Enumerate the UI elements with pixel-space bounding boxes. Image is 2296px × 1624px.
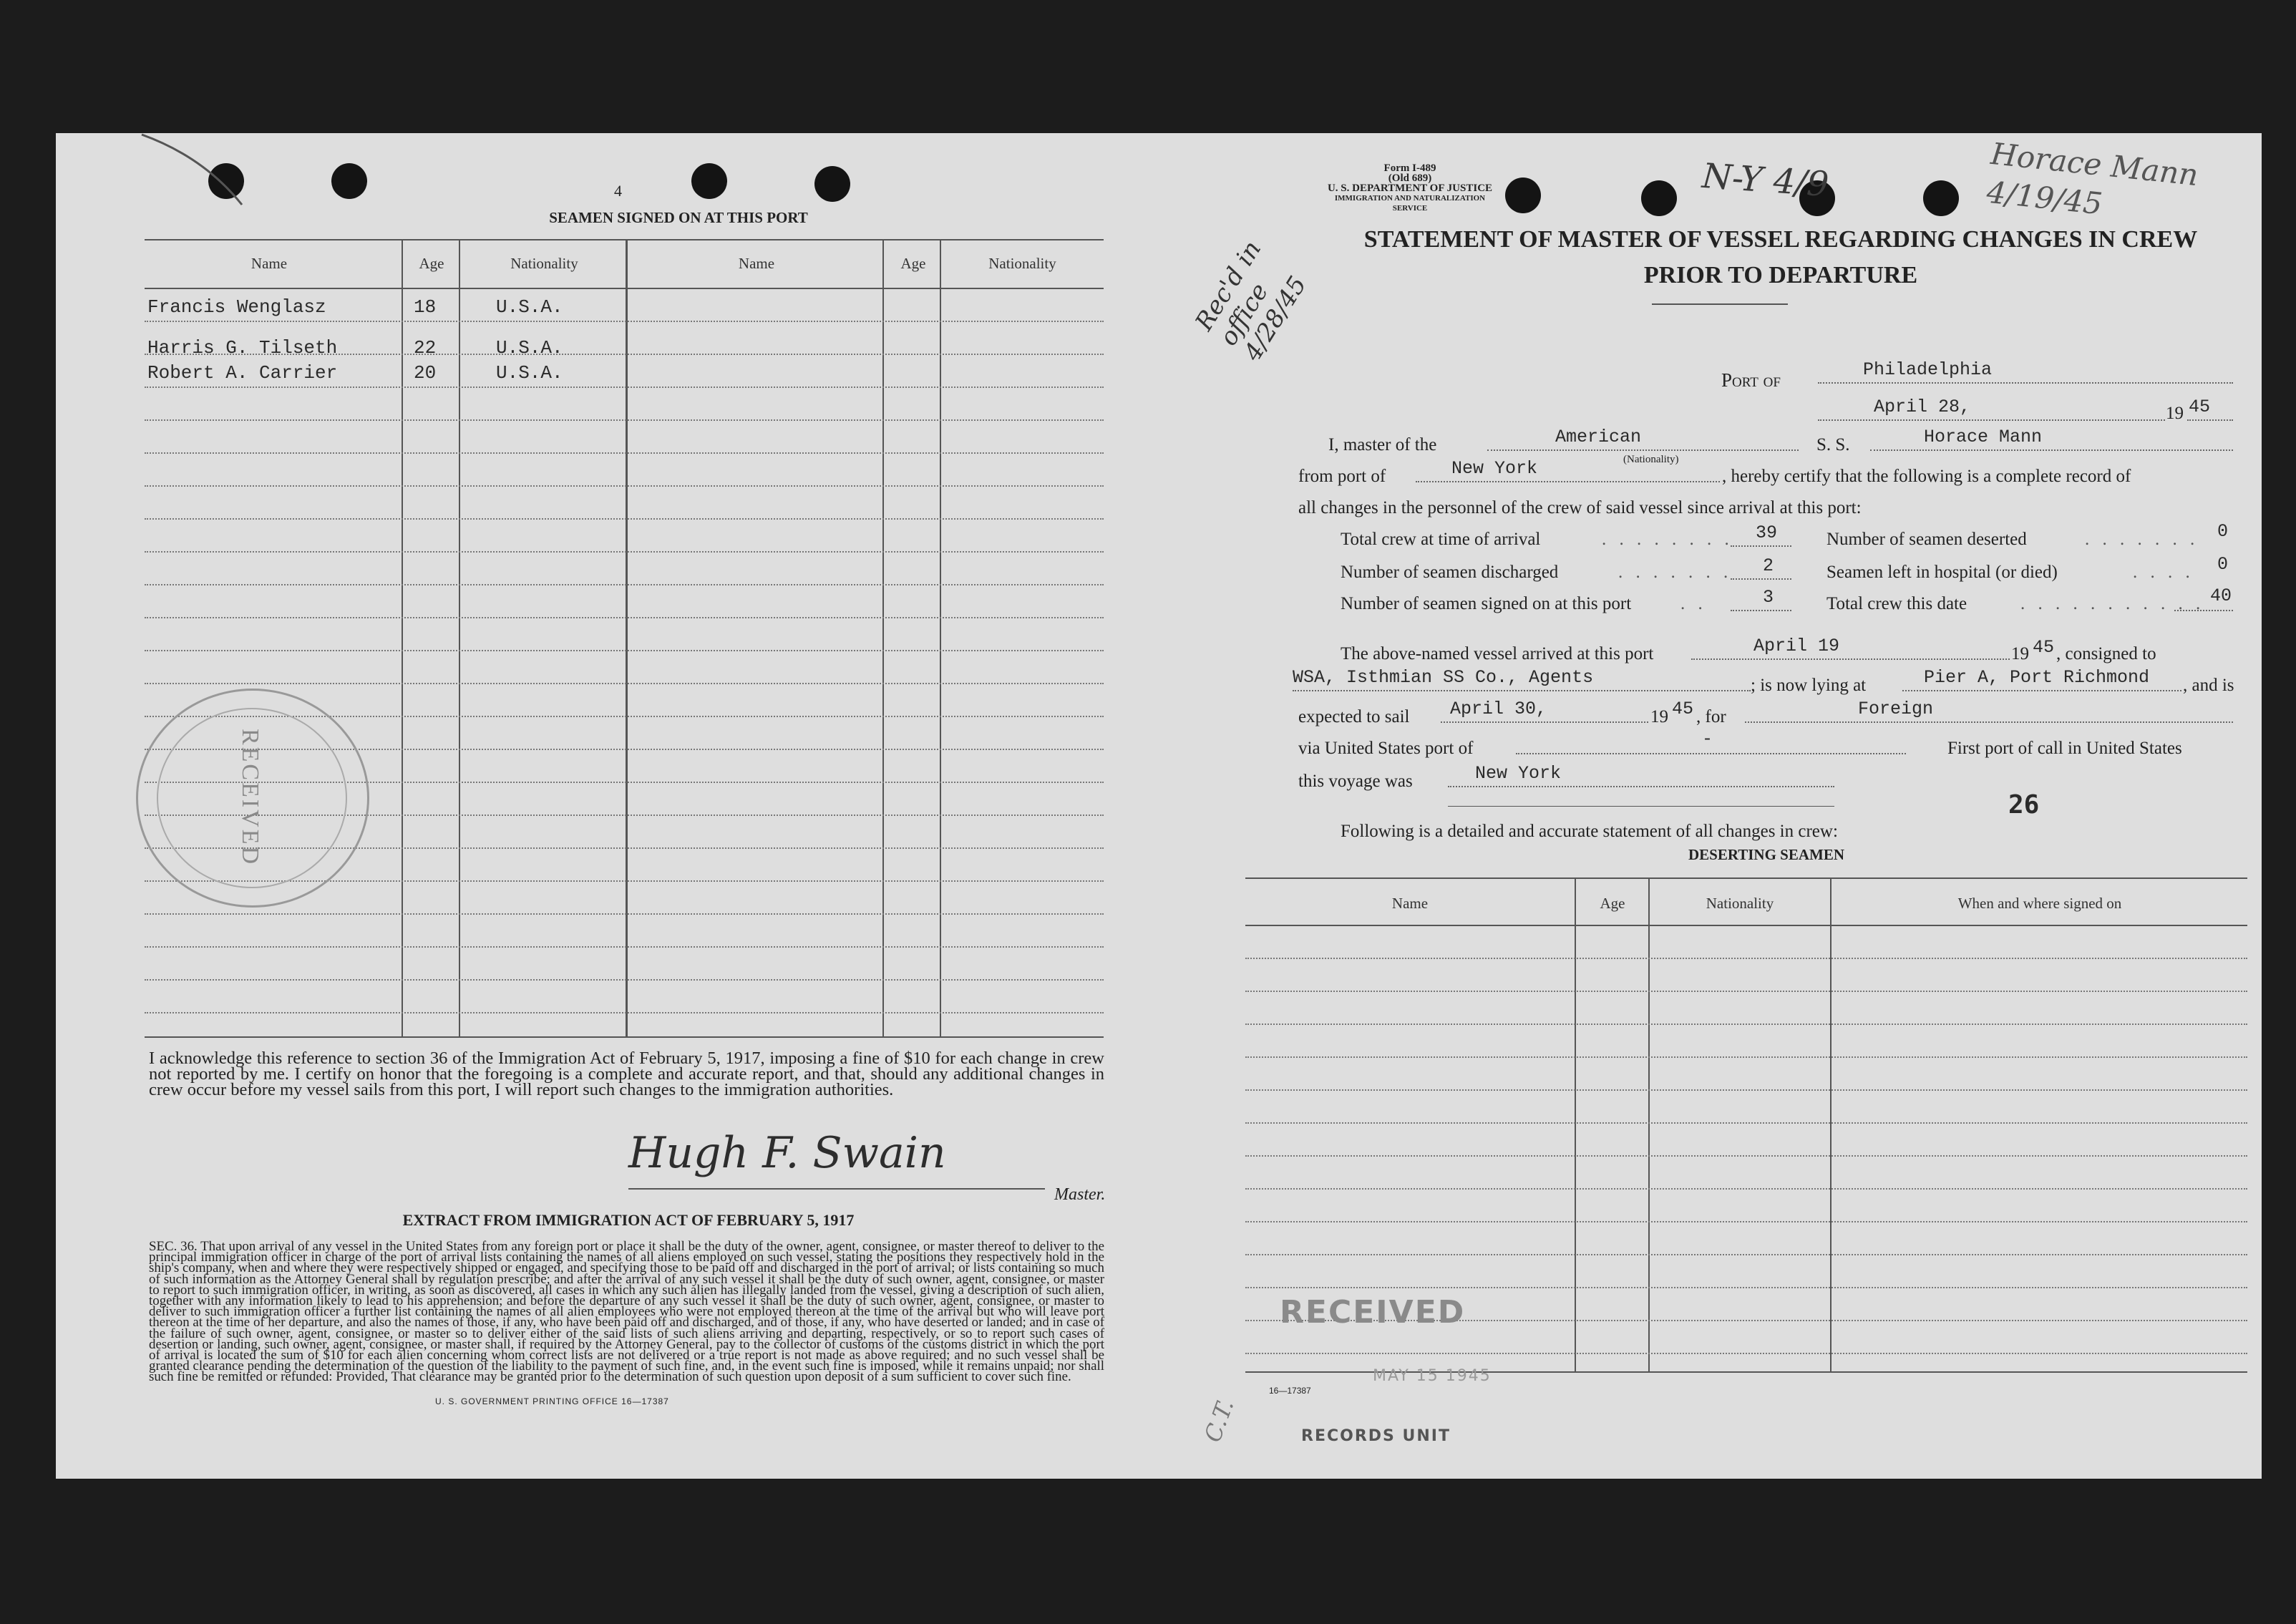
col-header-signed-on: When and where signed on <box>1957 895 2122 912</box>
margin-mark: C.T. <box>1198 1396 1240 1446</box>
for-label: , for <box>1696 707 1726 726</box>
stat-value-total-arrival: 39 <box>1756 522 1778 543</box>
form-title <box>1273 222 2289 293</box>
form-old: (Old 689) <box>1388 172 1432 184</box>
lying-label: ; is now lying at <box>1751 676 1867 695</box>
leader-dots: . . <box>1680 594 1707 613</box>
first-port-label: First port of call in United States <box>1947 739 2182 758</box>
left-page-title: SEAMEN SIGNED ON AT THIS PORT <box>549 209 808 226</box>
stat-value-signed-on: 3 <box>1763 587 1774 608</box>
col-header-age: Age <box>1600 895 1625 912</box>
service: IMMIGRATION AND NATURALIZATION SERVICE <box>1334 194 1486 213</box>
punch-hole <box>814 166 850 202</box>
expected-label: expected to sail <box>1298 707 1410 726</box>
row-rule <box>145 650 1104 651</box>
leader-dots: . . . . <box>2133 563 2194 582</box>
row-rule <box>145 683 1104 684</box>
stat-value-discharged: 2 <box>1763 555 1774 576</box>
punch-hole <box>1505 178 1541 213</box>
stat-label: Total crew this date <box>1826 594 1967 613</box>
lying-underline <box>1902 690 2181 691</box>
leader-dots: . . . . . . . <box>2085 530 2199 549</box>
table-bottom-rule <box>145 1036 1104 1038</box>
printing-office: U. S. GOVERNMENT PRINTING OFFICE 16—17387 <box>435 1396 669 1406</box>
punch-hole <box>331 163 367 199</box>
master-signature: Hugh F. Swain <box>628 1128 946 1178</box>
table-top-rule <box>1245 877 2247 879</box>
col-header-nationality: Nationality <box>510 255 578 272</box>
form-title-line1: STATEMENT OF MASTER OF VESSEL REGARDING CHANGES IN CREW <box>1363 226 2198 253</box>
col-divider <box>402 239 403 1036</box>
row-rule <box>145 518 1104 520</box>
stat-underline <box>1731 610 1791 611</box>
and-is-label: , and is <box>2183 676 2234 695</box>
ss-label: S. S. <box>1816 435 1850 454</box>
col-header-age: Age <box>419 255 444 272</box>
title-underline <box>1652 303 1788 305</box>
date-value: April 28, <box>1874 397 1971 417</box>
form-header-block <box>1324 163 1496 213</box>
received-stamp-circle <box>136 689 369 908</box>
row-rule <box>145 617 1104 618</box>
voyage-value: New York <box>1475 763 1562 784</box>
col-header-name: Name <box>738 255 775 272</box>
row-rule <box>145 913 1104 915</box>
punch-hole <box>1641 180 1677 216</box>
consignee-value: WSA, Isthmian SS Co., Agents <box>1293 667 1594 688</box>
document-paper: 4 SEAMEN SIGNED ON AT THIS PORT Name Age Nationality Name Age Nationality Francis Wenglasz 18 U.S.A. Harris G. Tilseth 22 U.S.A. Robert A. Carrier 20 U.S.A. RECEIVED I acknowledge this reference to section 36 of the Immigration Act of February 5, 1917, imposing a fine of $10 for each change in crew not reported by me. I certify on honor that the foregoing is a complete and accurate report, and that, should any additional changes in crew occur before my vessel sails from this port, I will report such changes to the immigration authorities. Hugh F. Swain Master. EXTRACT FROM IMMIGRATION ACT OF FEBRUARY 5, 1917 SEC. 36. That upon arrival of any vessel in the United States from any foreign port or place it shall be the duty of the owner, agent, consignee, or master thereof to deliver to the principal immigration officer in charge of the port of arrival lists containing the names of all aliens employed on such vessel, stating the positions they respectively hold in the ship's company, when and where they were respectively shipped or engaged, and specifying those to be paid off and discharged in the port of arrival; or lists containing so much of such information as the Attorney General shall by regulation prescribe; and after the arrival of any such vessel it shall be the duty of such owner, agent, consignee, or master to report to such immigration officer, in writing, as soon as discovered, all cases in which any such alien has illegally landed from the vessel, giving a description of such alien, together with any information likely to lead to his apprehension; and before the departure of any such vessel it shall be the duty of such owner, agent, consignee, or master to deliver to such immigration officer a further list containing the names of all alien employees who were not employed thereon at the time of the arrival but who will leave port thereon at the time of her departure, and also the names of those, if any, who have been paid off and discharged, and of those, if any, who have deserted or landed; and in case of the failure of such owner, agent, consignee, or master so to deliver either of the said lists of such aliens arriving and departing, respectively, or so to report such cases of desertion or landing, such owner, agent, consignee, or master shall, if required by the Attorney General, pay to the collector of customs of the customs district in which the port of arrival is located the sum of $10 for each alien concerning whom correct lists are not delivered or a true report is not made as above required; and no such vessel shall be granted clearance pending the determination of the question of the liability to the payment of such fine, and, in the event such fine is imposed, while it remains unpaid; nor shall such fine be remitted or refunded: Provided, That clearance may be granted prior to the determination of such question upon deposit of a sum sufficient to cover such fine. U. S. GOVERNMENT PRINTING OFFICE 16—17387 Form I-489 (Old 689) U. S. DEPARTMENT OF JUSTICE IMMIGRATION AND NATURALIZATION SERVICE N-Y 4/9 Horace Mann 4/19/45 Rec'd in office 4/28/45 STATEMENT OF MASTER OF VESSEL REGARDING CHANGES IN CREW PRIOR TO DEPARTURE Port of Philadelphia April 28, 19 45 I, master of the American (Nationality) S. S. Horace Mann from port of New York , hereby certify that the following is a complete record of all changes in the personnel of the crew of said vessel since arrival at this port: Total crew at time of arrival . . . . . . . . 39 Number of seamen discharged . . . . . . . 2 Number of seamen signed on at this port . . 3 Number of seamen deserted . . . . . . . 0 Seamen left in hospital (or died) . . . . 0 Total crew this date . . . . . . . . . . . 40 The above-named vessel arrived at this port April 19 19 45 , consigned to WSA, Isthmian SS Co., Agents ; is now lying at Pier A, Port Richmond , and is expected to sail April 30, 19 45 , for Foreign via United States port of - First port of call in United States this voyage was New York 26 Following is a detailed and accurate statement of all changes in crew: DESERTING SEAMEN Name Age Nationality When and where signed on RECEIVED MAY 15 1945 16—17387 C.T. RECORDS UNIT <box>56 133 2262 1479</box>
row-rule <box>145 386 1104 388</box>
page-number: 4 <box>614 182 622 200</box>
stat-label: Seamen left in hospital (or died) <box>1826 563 2058 582</box>
voyage-extra-rule <box>1448 806 1834 807</box>
via-underline <box>1516 753 1906 754</box>
col-header-nationality: Nationality <box>988 255 1056 272</box>
nationality-caption: (Nationality) <box>1623 454 1679 465</box>
consigned-label: , consigned to <box>2056 644 2156 663</box>
row-rule <box>1245 1188 2247 1190</box>
row-rule <box>145 419 1104 421</box>
via-value: - <box>1702 729 1713 749</box>
arrived-date: April 19 <box>1753 636 1840 656</box>
department: U. S. DEPARTMENT OF JUSTICE <box>1327 183 1493 194</box>
col-divider <box>1575 877 1576 1371</box>
seaman-nationality: U.S.A. <box>496 296 563 318</box>
row-rule <box>1245 1353 2247 1354</box>
nationality-underline <box>1487 449 1799 451</box>
row-rule <box>1245 1089 2247 1091</box>
date-underline <box>1818 419 2165 421</box>
row-rule <box>145 551 1104 553</box>
handwritten-reference: N-Y 4/9 <box>1701 155 1830 205</box>
stamp-text: RECEIVED <box>237 728 264 867</box>
deserting-title: DESERTING SEAMEN <box>1688 846 1845 863</box>
row-rule <box>1245 958 2247 959</box>
leader-dots: . . . . . . . <box>1618 563 1733 582</box>
extract-text: SEC. 36. That upon arrival of any vessel in the United States from any foreign port or place it shall be the duty of the owner, agent, consignee, or master thereof to deliver to the principal immigration officer in charge of the port of arrival lists containing the names of all aliens employed on such vessel, stating the positions they respectively hold in the ship's company, when and where they were respectively shipped or engaged, and specifying those to be paid off and discharged in the port of arrival; or lists containing so much of such information as the Attorney General shall by regulation prescribe; and after the arrival of any such vessel it shall be the duty of such owner, agent, consignee, or master to report to such immigration officer, in writing, as soon as discovered, all cases in which any such alien has illegally landed from the vessel, giving a description of such alien, together with any information likely to lead to his apprehension; and before the departure of any such vessel it shall be the duty of such owner, agent, consignee, or master to deliver to such immigration officer a further list containing the names of all alien employees who were not employed thereon at the time of the arrival but who will leave port thereon at the time of her departure, and also the names of those, if any, who have been paid off and discharged, and of those, if any, who have deserted or landed; and in case of the failure of such owner, agent, consignee, or master so to deliver either of the said lists of such aliens arriving and departing, respectively, or so to report such cases of desertion or landing, such owner, agent, consignee, or master shall, if required by the Attorney General, pay to the collector of customs of the customs district in which the port of arrival is located the sum of $10 for each alien concerning whom correct lists are not delivered or a true report is not made as above required; and no such vessel shall be granted clearance pending the determination of the question of the liability to the payment of such fine, and, in the event such fine is imposed, while it remains unpaid; nor shall such fine be remitted or refunded: Provided, That clearance may be granted prior to the determination of such question upon deposit of a sum sufficient to cover such fine. <box>149 1239 1104 1385</box>
table-top-rule <box>145 239 1104 240</box>
stat-label: Number of seamen deserted <box>1826 530 2027 549</box>
sail-date: April 30, <box>1450 699 1547 719</box>
stat-value-total-date: 40 <box>2210 585 2232 606</box>
year-value: 45 <box>2189 397 2211 417</box>
stat-underline <box>1731 545 1791 547</box>
row-rule <box>1245 1221 2247 1222</box>
row-rule <box>145 979 1104 981</box>
extract-title: EXTRACT FROM IMMIGRATION ACT OF FEBRUARY 5, 1917 <box>402 1211 855 1229</box>
table-header-rule <box>145 288 1104 289</box>
row-rule <box>145 485 1104 487</box>
master-label: Master. <box>1054 1185 1106 1204</box>
col-divider <box>940 239 941 1036</box>
row-rule <box>145 1012 1104 1013</box>
row-rule <box>1245 1122 2247 1124</box>
lying-value: Pier A, Port Richmond <box>1924 667 2150 688</box>
received-date: MAY 15 1945 <box>1373 1367 1492 1385</box>
sail-date-underline <box>1441 721 1648 723</box>
col-divider <box>626 239 628 1036</box>
nationality-value: American <box>1555 427 1642 447</box>
form-title-line2: PRIOR TO DEPARTURE <box>1643 262 1918 288</box>
stat-label: Number of seamen discharged <box>1341 563 1559 582</box>
port-label: Port of <box>1721 369 1781 391</box>
master-of-label: I, master of the <box>1328 435 1437 454</box>
year-prefix: 19 <box>2166 404 2184 423</box>
stat-underline <box>2174 610 2233 611</box>
row-rule <box>1245 991 2247 992</box>
punch-hole <box>691 163 727 199</box>
row-rule <box>145 452 1104 454</box>
handwritten-corner-note: Horace Mann 4/19/45 <box>1985 135 2200 222</box>
leader-dots: . . . . . . . . <box>1602 530 1733 549</box>
acknowledgement-text: I acknowledge this reference to section 36 of the Immigration Act of February 5, 1917, imposing a fine of $10 for each change in crew not reported by me. I certify on honor that the foregoing is a complete and accurate report, and that, should any additional changes in crew occur before my vessel sails from this port, I will report such changes to the immigration authorities. <box>149 1049 1104 1099</box>
form-number: 16—17387 <box>1269 1386 1311 1396</box>
port-underline <box>1818 382 2233 384</box>
ship-name: Horace Mann <box>1924 427 2043 447</box>
sail-year: 45 <box>1672 699 1694 719</box>
col-divider <box>1830 877 1832 1371</box>
pen-stroke-mark <box>135 133 278 212</box>
from-port-underline <box>1416 481 1720 482</box>
year-underline <box>2187 419 2233 421</box>
col-header-nationality: Nationality <box>1706 895 1774 912</box>
stat-underline <box>1731 578 1791 580</box>
stamped-number: 26 <box>2008 790 2040 820</box>
col-divider <box>1648 877 1650 1371</box>
arrived-underline <box>1691 658 2010 660</box>
seaman-name: Harris G. Tilseth <box>147 337 338 359</box>
stat-value-deserted: 0 <box>2217 521 2229 542</box>
row-rule <box>145 321 1104 322</box>
from-port-value: New York <box>1451 458 1538 479</box>
punch-hole <box>1923 180 1959 216</box>
handwritten-received-note: Rec'd in office 4/28/45 <box>1190 235 1313 366</box>
seaman-name: Robert A. Carrier <box>147 362 338 384</box>
row-rule <box>145 584 1104 585</box>
arrived-year: 45 <box>2033 637 2055 658</box>
voyage-label: this voyage was <box>1298 772 1413 791</box>
records-unit-stamp: RECORDS UNIT <box>1301 1427 1451 1445</box>
seaman-age: 18 <box>414 296 437 318</box>
port-value: Philadelphia <box>1863 359 1993 380</box>
col-header-age: Age <box>900 255 926 272</box>
stat-value-hospital: 0 <box>2217 554 2229 575</box>
seaman-age: 20 <box>414 362 437 384</box>
col-header-name: Name <box>1391 895 1429 912</box>
destination-underline <box>1745 721 2233 723</box>
row-rule <box>1245 1287 2247 1288</box>
seaman-nationality: U.S.A. <box>496 362 563 384</box>
col-divider <box>882 239 884 1036</box>
col-header-name: Name <box>250 255 288 272</box>
received-stamp: RECEIVED <box>1280 1294 1466 1331</box>
col-divider <box>459 239 460 1036</box>
stat-label: Total crew at time of arrival <box>1341 530 1541 549</box>
seaman-name: Francis Wenglasz <box>147 296 326 318</box>
from-port-label: from port of <box>1298 467 1386 486</box>
row-rule <box>1245 1155 2247 1157</box>
row-rule <box>1245 1056 2247 1058</box>
signature-line <box>628 1188 1045 1190</box>
certify-text: , hereby certify that the following is a complete record of <box>1722 467 2131 486</box>
via-label: via United States port of <box>1298 739 1474 758</box>
row-rule <box>145 946 1104 948</box>
consignee-underline <box>1293 690 1751 691</box>
seaman-age: 22 <box>414 337 437 359</box>
seaman-nationality: U.S.A. <box>496 337 563 359</box>
row-rule <box>1245 1254 2247 1255</box>
ship-underline <box>1870 449 2233 451</box>
table-header-rule <box>1245 925 2247 926</box>
arrived-label: The above-named vessel arrived at this port <box>1341 644 1654 663</box>
voyage-underline <box>1448 786 1834 787</box>
stat-label: Number of seamen signed on at this port <box>1341 594 1632 613</box>
leader-dots: . . . . . . . . . . . <box>2020 594 2205 613</box>
following-text: Following is a detailed and accurate statement of all changes in crew: <box>1341 822 1838 841</box>
destination-value: Foreign <box>1858 699 1934 719</box>
form-id: Form I-489 <box>1383 162 1436 174</box>
changes-text: all changes in the personnel of the crew of said vessel since arrival at this port: <box>1298 498 1862 517</box>
row-rule <box>1245 1023 2247 1025</box>
